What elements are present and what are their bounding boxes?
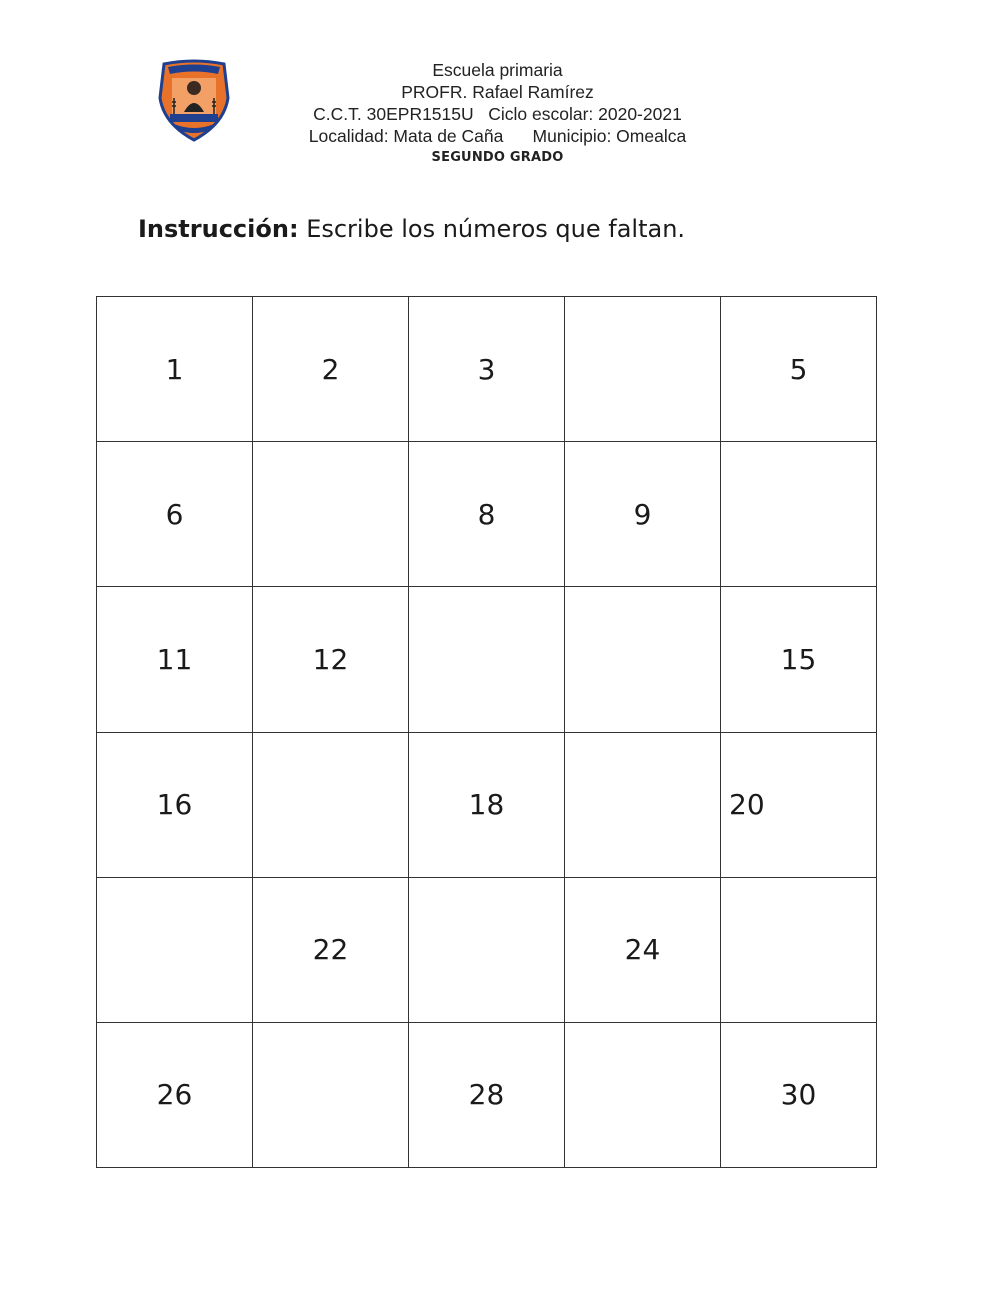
school-header xyxy=(250,59,745,169)
grid-cell: 24 xyxy=(565,878,721,1023)
instruction-text: Escribe los números que faltan. xyxy=(306,215,686,243)
grid-cell-blank[interactable] xyxy=(721,442,877,587)
instruction xyxy=(138,211,685,247)
grid-cell-blank[interactable] xyxy=(721,878,877,1023)
grid-cell-blank[interactable] xyxy=(253,442,409,587)
grid-cell-blank[interactable] xyxy=(409,878,565,1023)
grid-cell: 2 xyxy=(253,297,409,442)
grid-cell: 16 xyxy=(97,733,253,878)
grid-cell: 12 xyxy=(253,587,409,732)
grid-cell-blank[interactable] xyxy=(253,1023,409,1168)
grid-cell-blank[interactable] xyxy=(97,878,253,1023)
grid-cell: 3 xyxy=(409,297,565,442)
school-type: Escuela primaria xyxy=(432,60,563,80)
grid-cell-blank[interactable] xyxy=(565,1023,721,1168)
grid-cell: 22 xyxy=(253,878,409,1023)
school-name: PROFR. Rafael Ramírez xyxy=(401,82,594,102)
cct-line: C.C.T. 30EPR1515U Ciclo escolar: 2020-2021 xyxy=(313,104,682,124)
grid-cell: 1 xyxy=(97,297,253,442)
grid-cell-blank[interactable] xyxy=(565,587,721,732)
grade-label: SEGUNDO GRADO xyxy=(431,150,564,165)
grid-cell-blank[interactable] xyxy=(565,297,721,442)
instruction-label: Instrucción: xyxy=(138,215,299,243)
location-line: Localidad: Mata de Caña Municipio: Omealca xyxy=(308,126,687,146)
grid-cell: 26 xyxy=(97,1023,253,1168)
grid-cell: 9 xyxy=(565,442,721,587)
grid-cell: 15 xyxy=(721,587,877,732)
grid-cell: 8 xyxy=(409,442,565,587)
grid-cell: 30 xyxy=(721,1023,877,1168)
school-crest-icon xyxy=(158,58,230,142)
grid-cell-blank[interactable] xyxy=(565,733,721,878)
grid-cell-blank[interactable] xyxy=(253,733,409,878)
grid-cell: 18 xyxy=(409,733,565,878)
grid-cell: 5 xyxy=(721,297,877,442)
grid-cell-blank[interactable] xyxy=(409,587,565,732)
grid-cell: 11 xyxy=(97,587,253,732)
grid-cell: 28 xyxy=(409,1023,565,1168)
grid-cell: 20 xyxy=(721,733,877,878)
number-grid xyxy=(96,296,877,1168)
grid-cell: 6 xyxy=(97,442,253,587)
